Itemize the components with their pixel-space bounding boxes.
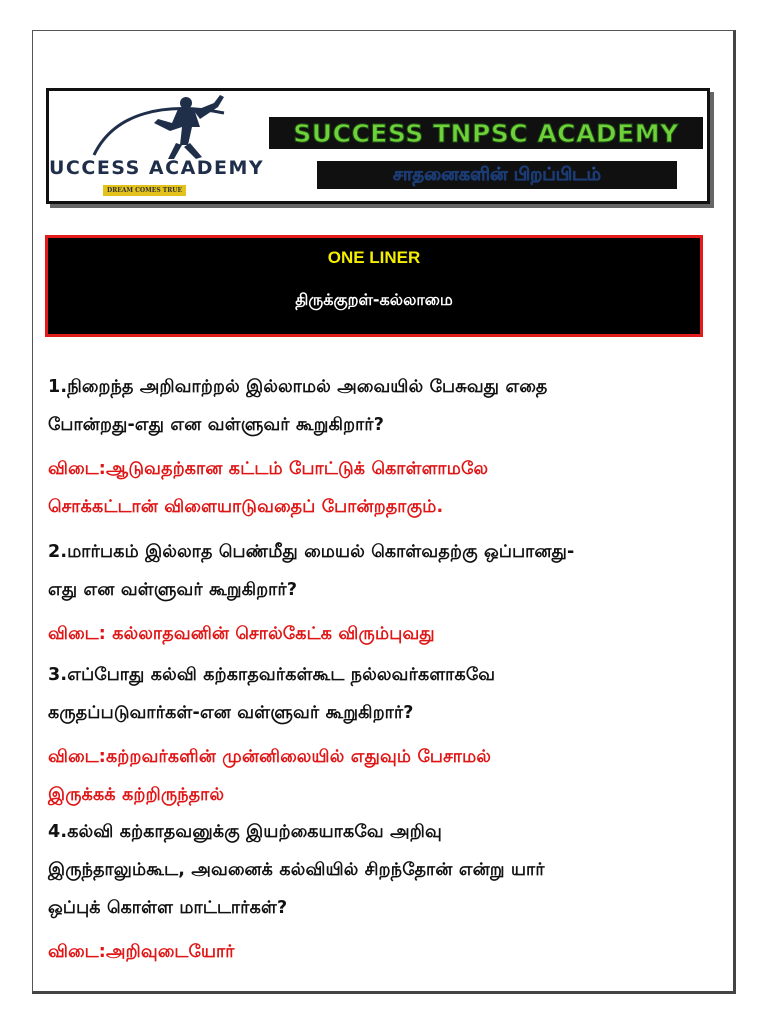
page-title: ONE LINER xyxy=(327,248,421,267)
answer-line: விடை:அறிவுடையோர் xyxy=(48,942,235,962)
logo-tagline: DREAM COMES TRUE xyxy=(103,185,186,196)
academy-title: SUCCESS TNPSC ACADEMY xyxy=(269,117,703,149)
question-line: ஒப்புக் கொள்ள மாட்டார்கள்? xyxy=(48,898,288,918)
answer-line: விடை:கற்றவர்களின் முன்னிலையில் எதுவும் பேசாமல் xyxy=(48,747,492,767)
answer-line: விடை:ஆடுவதற்கான கட்டம் போட்டுக் கொள்ளாமலே xyxy=(48,459,489,479)
answer-line: இருக்கக் கற்றிருந்தால் xyxy=(48,785,225,805)
question-line: இருந்தாலும்கூட, அவனைக் கல்வியில் சிறந்தோன் என்று யார் xyxy=(48,860,545,880)
question-line: 4.கல்வி கற்காதவனுக்கு இயற்கையாகவே அறிவு xyxy=(48,822,442,842)
question-line: போன்றது-எது என வள்ளுவர் கூறுகிறார்? xyxy=(48,415,385,435)
question-line: 3.எப்போது கல்வி கற்காதவர்கள்கூட நல்லவர்களாகவே xyxy=(48,665,496,685)
answer-line: சொக்கட்டான் விளையாடுவதைப் போன்றதாகும். xyxy=(48,497,444,517)
academy-logo xyxy=(49,91,289,201)
qa-item-2 xyxy=(48,533,714,653)
question-line: 1.நிறைந்த அறிவாற்றல் இல்லாமல் அவையில் பேசுவது எதை xyxy=(48,377,548,397)
qa-item-1 xyxy=(48,368,714,526)
academy-subtitle: சாதனைகளின் பிறப்பிடம் xyxy=(317,161,677,189)
qa-item-4 xyxy=(48,813,714,971)
answer-line: விடை: கல்லாதவனின் சொல்கேட்க விரும்புவது xyxy=(48,624,435,644)
logo-name: UCCESS ACADEMY xyxy=(49,157,265,179)
title-box xyxy=(45,235,703,337)
athlete-icon xyxy=(74,93,244,163)
academy-banner xyxy=(46,88,710,204)
page-subtitle: திருக்குறள்-கல்லாமை xyxy=(295,290,453,309)
question-line: 2.மார்பகம் இல்லாத பெண்மீது மையல் கொள்வதற்கு ஒப்பானது- xyxy=(48,542,575,562)
qa-item-3 xyxy=(48,656,714,814)
question-line: எது என வள்ளுவர் கூறுகிறார்? xyxy=(48,580,298,600)
question-line: கருதப்படுவார்கள்-என வள்ளுவர் கூறுகிறார்? xyxy=(48,703,414,723)
